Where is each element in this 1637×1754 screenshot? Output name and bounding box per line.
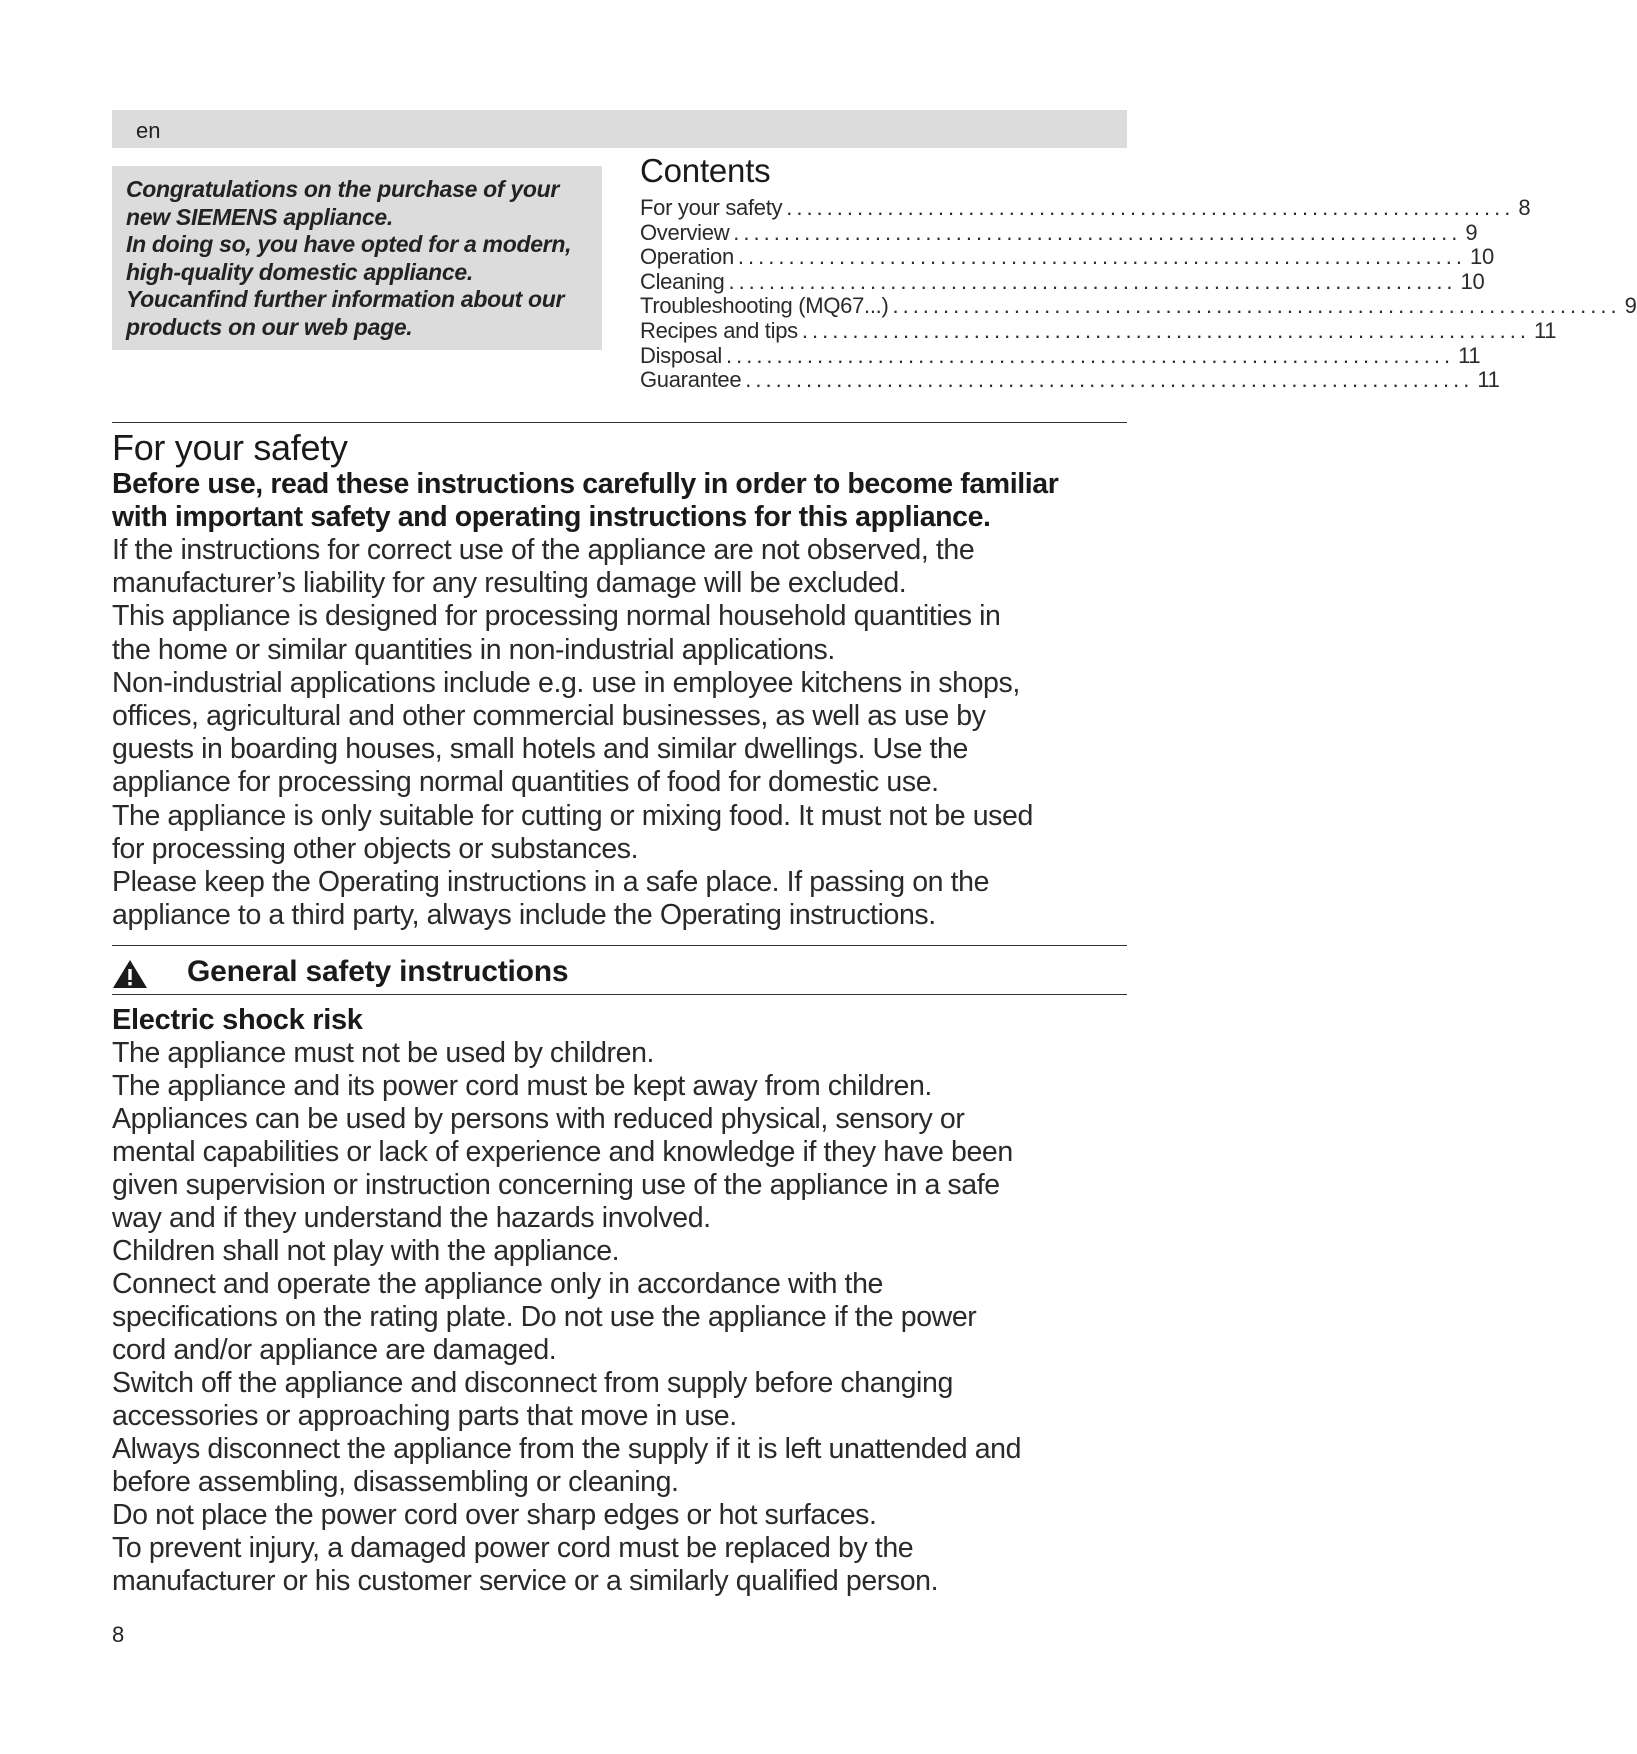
toc-label: Operation: [640, 244, 734, 270]
for-your-safety-section: [112, 428, 1167, 932]
toc-item-disposal[interactable]: [640, 342, 1481, 369]
toc-page: 11: [1477, 367, 1500, 393]
body-line: offices, agricultural and other commercial businesses, as well as use by: [112, 700, 986, 733]
toc-leader-dots: ........................................................................: [737, 244, 1467, 270]
toc-page: 11: [1458, 342, 1481, 368]
intro-line: In doing so, you have opted for a modern,: [126, 231, 572, 257]
body-line: Connect and operate the appliance only in accordance with the: [112, 1268, 883, 1300]
section-divider: [112, 422, 1127, 423]
intro-line: Youcanfind further information about our: [126, 286, 565, 312]
toc-item-troubleshooting[interactable]: [640, 293, 1637, 319]
intro-line: Congratulations on the purchase of your: [126, 176, 559, 202]
toc-leader-dots: ........................................................................: [725, 342, 1455, 368]
toc-page: 9: [1465, 219, 1478, 245]
toc-label: Overview: [640, 219, 730, 245]
body-line: Do not place the power cord over sharp edges or hot surfaces.: [112, 1499, 877, 1531]
toc-item-cleaning[interactable]: [640, 268, 1485, 295]
body-line: appliance to a third party, always include the Operating instructions.: [112, 899, 936, 932]
toc-item-operation[interactable]: [640, 244, 1494, 270]
toc-label: Troubleshooting (MQ67...): [640, 293, 889, 319]
toc-item-overview[interactable]: [640, 219, 1478, 246]
body-line: Children shall not play with the appliance.: [112, 1235, 620, 1267]
language-bar: [112, 110, 1127, 148]
section-title: For your safety: [112, 427, 348, 468]
intro-box: [112, 166, 602, 350]
body-line: specifications on the rating plate. Do not use the appliance if the power: [112, 1301, 977, 1333]
toc-page: 10: [1460, 268, 1485, 294]
body-line: given supervision or instruction concerning use of the appliance in a safe: [112, 1169, 1000, 1201]
toc-label: Guarantee: [640, 367, 742, 393]
toc-page: 10: [1470, 244, 1494, 270]
body-line: Switch off the appliance and disconnect from supply before changing: [112, 1367, 953, 1399]
intro-line: products on our web page.: [126, 313, 413, 340]
body-line: The appliance must not be used by children.: [112, 1037, 655, 1069]
body-line: The appliance is only suitable for cutting or mixing food. It must not be used: [112, 799, 1033, 832]
toc-leader-dots: ........................................................................: [801, 317, 1530, 343]
toc-label: Disposal: [640, 342, 722, 368]
toc-label: Recipes and tips: [640, 317, 798, 343]
subsection-title: Electric shock risk: [112, 1004, 363, 1036]
body-line: appliance for processing normal quantities of food for domestic use.: [112, 766, 939, 799]
section-divider: [112, 994, 1127, 995]
body-line: The appliance and its power cord must be kept away from children.: [112, 1070, 932, 1102]
lead-line: with important safety and operating instructions for this appliance.: [112, 501, 991, 533]
toc-label: For your safety: [640, 195, 783, 220]
body-line: Non-industrial applications include e.g. use in employee kitchens in shops,: [112, 666, 1020, 699]
table-of-contents: [640, 152, 1637, 393]
body-line: Always disconnect the appliance from the supply if it is left unattended and: [112, 1433, 1022, 1465]
electric-shock-section: [112, 1003, 1167, 1598]
intro-line: new SIEMENS appliance.: [126, 203, 393, 230]
body-line: manufacturer’s liability for any resulting damage will be excluded.: [112, 567, 907, 600]
toc-label: Cleaning: [640, 268, 725, 294]
page-number: 8: [112, 1622, 125, 1647]
body-line: accessories or approaching parts that move in use.: [112, 1400, 737, 1432]
body-line: before assembling, disassembling or cleaning.: [112, 1466, 679, 1498]
intro-line: high-quality domestic appliance.: [126, 258, 473, 285]
general-safety-title: General safety instructions: [187, 955, 569, 988]
toc-leader-dots: ........................................................................: [892, 293, 1621, 319]
body-line: the home or similar quantities in non-industrial applications.: [112, 633, 835, 666]
toc-item-guarantee[interactable]: [640, 367, 1500, 393]
lead-line: Before use, read these instructions carefully in order to become familiar: [112, 468, 1059, 500]
toc-leader-dots: ........................................................................: [745, 367, 1474, 393]
toc-page: 8: [1518, 195, 1531, 220]
body-line: for processing other objects or substances.: [112, 832, 639, 865]
body-line: Appliances can be used by persons with reduced physical, sensory or: [112, 1103, 965, 1135]
body-line: To prevent injury, a damaged power cord must be replaced by the: [112, 1532, 914, 1564]
body-line: manufacturer or his customer service or a similarly qualified person.: [112, 1565, 939, 1597]
language-code: en: [136, 118, 161, 143]
contents-title: Contents: [640, 152, 771, 189]
body-line: way and if they understand the hazards involved.: [112, 1202, 711, 1234]
toc-leader-dots: ........................................................................: [733, 219, 1462, 245]
section-divider: [112, 945, 1127, 946]
general-safety-heading: [112, 955, 1127, 991]
toc-item-for-your-safety[interactable]: [640, 195, 1531, 221]
toc-page: 11: [1533, 317, 1557, 343]
body-line: mental capabilities or lack of experience and knowledge if they have been: [112, 1136, 1013, 1168]
body-line: cord and/or appliance are damaged.: [112, 1334, 557, 1366]
body-line: Please keep the Operating instructions in a safe place. If passing on the: [112, 866, 990, 899]
toc-leader-dots: ........................................................................: [786, 195, 1515, 220]
toc-leader-dots: ........................................................................: [728, 268, 1457, 294]
toc-item-recipes-and-tips[interactable]: [640, 317, 1557, 344]
body-line: If the instructions for correct use of the appliance are not observed, the: [112, 534, 975, 566]
body-line: This appliance is designed for processing normal household quantities in: [112, 600, 1001, 633]
warning-triangle-icon: [112, 959, 148, 989]
toc-page: 9: [1624, 293, 1637, 319]
body-line: guests in boarding houses, small hotels and similar dwellings. Use the: [112, 733, 968, 766]
